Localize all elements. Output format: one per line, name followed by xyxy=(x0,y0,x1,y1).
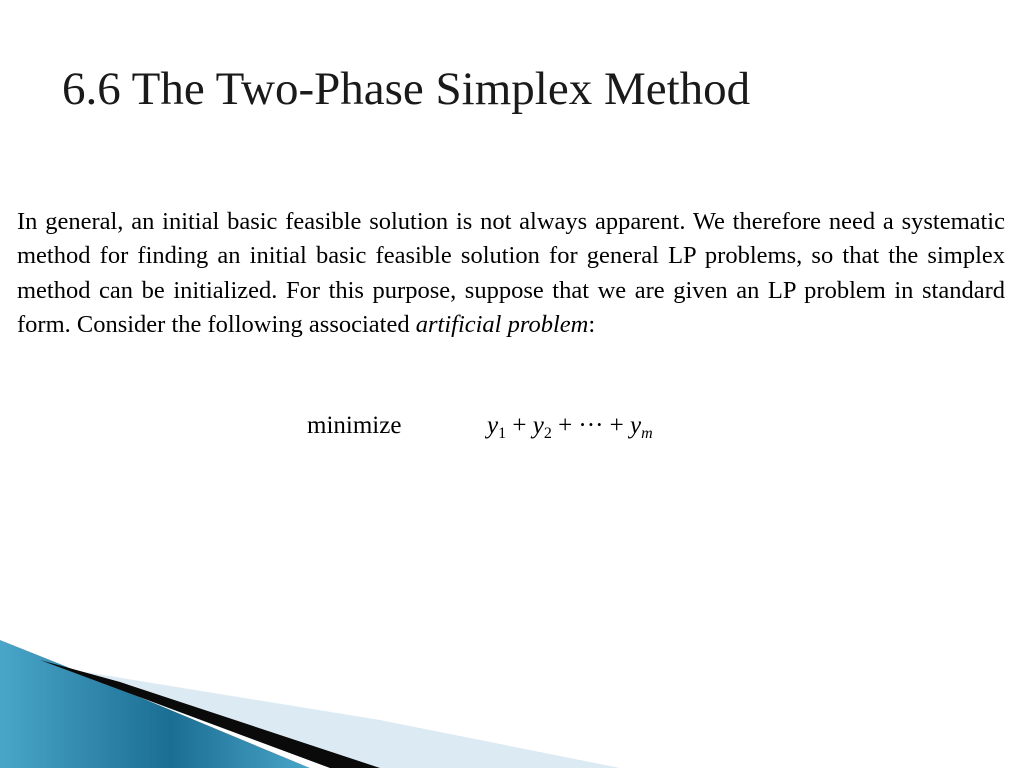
variable-y1: y xyxy=(487,412,499,439)
objective-label: minimize xyxy=(307,412,402,439)
paragraph-text: In general, an initial basic feasible solution is not always apparent. We therefore need a systematic method for finding an initial basic feasible solution for general LP problems, so that the simplex method can be initialized. For this purpose, suppose that we are given an LP problem in standard form. Consider the following associated xyxy=(17,208,1005,338)
variable-y2: y xyxy=(532,412,544,439)
subscript-1: 1 xyxy=(498,425,507,442)
body-paragraph xyxy=(17,205,1005,342)
ellipsis-operator: + ··· + xyxy=(551,412,631,439)
variable-ym: y xyxy=(630,412,642,439)
subscript-2: 2 xyxy=(543,425,552,442)
plus-operator: + xyxy=(506,412,533,439)
slide-title: 6.6 The Two-Phase Simplex Method xyxy=(62,63,751,115)
paragraph-tail: : xyxy=(588,310,596,338)
paragraph-emphasis: artificial problem xyxy=(415,310,589,338)
objective-function xyxy=(307,410,737,450)
objective-expression xyxy=(487,412,653,440)
subscript-m: m xyxy=(641,425,653,442)
decorative-wave-footer xyxy=(0,640,1024,768)
